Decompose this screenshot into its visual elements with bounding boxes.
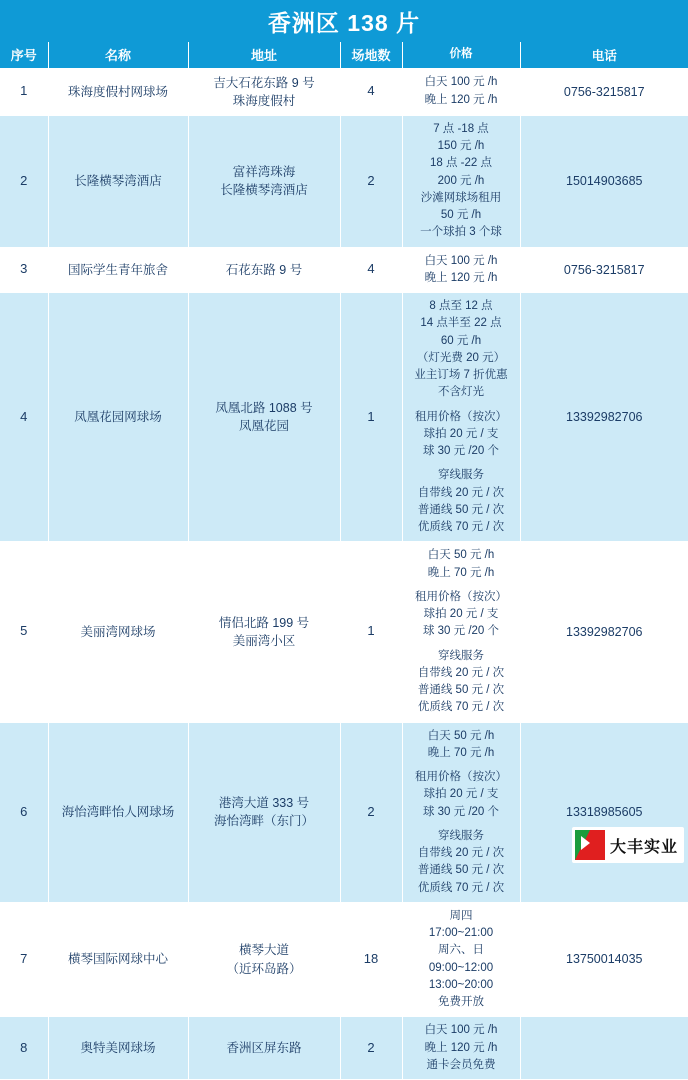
company-logo-icon (575, 830, 605, 860)
venue-table (0, 42, 688, 1080)
cell-price (402, 247, 520, 293)
cell-price-line: 球 30 元 /20 个 (422, 445, 500, 457)
cell-name (48, 722, 188, 902)
cell-name-line: 横琴国际网球中心 (67, 952, 168, 967)
cell-courts: 4 (340, 68, 402, 115)
cell-address-line: 珠海度假村 (232, 93, 296, 108)
cell-price-line: 09:00~12:00 (428, 961, 494, 974)
cell-courts: 2 (340, 115, 402, 247)
column-header-price: 价格 (402, 42, 520, 68)
spacer (405, 762, 518, 769)
cell-price (402, 115, 520, 247)
cell-price-line: 周四 (449, 909, 473, 922)
spacer (405, 641, 518, 648)
cell-address-lines (191, 614, 338, 650)
cell-price-line: 晚上 120 元 /h (424, 271, 498, 284)
cell-price-line: 晚上 70 元 /h (427, 566, 495, 579)
cell-address-lines (191, 261, 338, 279)
table-row (0, 1017, 688, 1080)
cell-price-line: 球拍 20 元 / 支 (423, 788, 499, 801)
cell-phone: 13318985605 (520, 722, 688, 902)
cell-address-line: 吉大石花东路 9 号 (213, 75, 315, 90)
table-row (0, 115, 688, 247)
cell-address-lines (191, 163, 338, 199)
cell-price-line: 球 30 元 /20 个 (422, 805, 500, 818)
cell-courts: 2 (340, 1017, 402, 1080)
cell-name-lines (51, 1039, 186, 1057)
cell-address-lines (191, 794, 338, 830)
cell-price-line: 租用价格（按次） (415, 410, 507, 423)
cell-price-line: 沙滩网球场租用 (420, 191, 502, 204)
table-header-row (0, 42, 688, 68)
page-title: 香洲区 138 片 (267, 9, 421, 36)
spacer (405, 460, 518, 467)
cell-price-line: 一个球拍 3 个球 (420, 226, 502, 239)
cell-name-line: 奥特美网球场 (80, 1041, 156, 1056)
cell-address (188, 542, 340, 722)
cell-no: 1 (0, 68, 48, 115)
cell-price-line: 200 元 /h (437, 174, 485, 187)
cell-price (402, 68, 520, 115)
cell-name-line: 凤凰花园网球场 (74, 410, 162, 425)
document-title-bar (0, 0, 688, 42)
cell-price-line: 球 30 元 /20 个 (422, 625, 500, 638)
cell-price-line: 穿线服务 (438, 829, 484, 842)
cell-address (188, 293, 340, 542)
cell-name-lines (51, 623, 186, 641)
table-row (0, 68, 688, 115)
cell-name (48, 293, 188, 542)
table-row (0, 247, 688, 293)
cell-price-line: 优质线 70 元 / 次 (417, 881, 505, 894)
table-row (0, 293, 688, 542)
spacer (405, 402, 518, 409)
cell-name-lines (51, 261, 186, 279)
cell-price-line: 周六、日 (438, 944, 484, 957)
cell-price-lines (405, 298, 518, 536)
cell-name-line: 美丽湾网球场 (80, 624, 156, 639)
cell-address-line: 凤凰花园 (238, 419, 289, 434)
column-header-no: 序号 (0, 42, 48, 68)
cell-address-line: 石花东路 9 号 (225, 262, 303, 277)
cell-price-line: 租用价格（按次） (415, 590, 507, 603)
cell-name-line: 海怡湾畔怡人网球场 (61, 805, 175, 820)
cell-address-line: 长隆横琴湾酒店 (220, 183, 308, 198)
cell-price-lines (405, 121, 518, 242)
spacer (405, 582, 518, 589)
cell-price-line: 不含灯光 (438, 386, 484, 399)
cell-price-lines (405, 1022, 518, 1074)
cell-price-line: 普通线 50 元 / 次 (417, 864, 505, 877)
cell-price (402, 293, 520, 542)
cell-courts: 18 (340, 902, 402, 1017)
cell-address-lines (191, 399, 338, 435)
cell-price-line: 穿线服务 (438, 469, 484, 482)
cell-price-line: 优质线 70 元 / 次 (417, 701, 505, 714)
cell-name-line: 国际学生青年旅舍 (67, 262, 168, 277)
cell-address-line: （近环岛路） (226, 961, 302, 976)
cell-name (48, 1017, 188, 1080)
cell-price-line: 50 元 /h (440, 209, 482, 221)
watermark-label: 大丰实业 (609, 838, 678, 856)
cell-name (48, 247, 188, 293)
cell-courts: 1 (340, 293, 402, 542)
column-header-phone: 电话 (520, 42, 688, 68)
cell-address (188, 902, 340, 1017)
table-row (0, 542, 688, 722)
cell-price-line: 晚上 120 元 /h (424, 1041, 498, 1054)
cell-address (188, 1017, 340, 1080)
watermark (572, 827, 684, 863)
cell-name (48, 68, 188, 115)
cell-price-line: 免费开放 (438, 996, 484, 1008)
cell-price-line: （灯光费 20 元） (416, 351, 506, 364)
column-header-courts: 场地数 (340, 42, 402, 68)
cell-price-line: 租用价格（按次） (415, 771, 507, 783)
cell-address (188, 115, 340, 247)
cell-name-lines (51, 83, 186, 101)
cell-name (48, 115, 188, 247)
cell-address (188, 722, 340, 902)
cell-phone: 0756-3215817 (520, 247, 688, 293)
cell-address-line: 香洲区屏东路 (226, 1041, 302, 1056)
cell-address-lines (191, 941, 338, 977)
cell-no: 8 (0, 1017, 48, 1080)
cell-courts: 1 (340, 542, 402, 722)
cell-price-line: 8 点至 12 点 (429, 300, 493, 312)
table-body (0, 68, 688, 1080)
cell-price-line: 白天 50 元 /h (427, 549, 495, 562)
cell-address-line: 富祥湾珠海 (232, 165, 296, 179)
cell-phone: 15014903685 (520, 115, 688, 247)
cell-price-lines (405, 547, 518, 716)
cell-price-line: 7 点 -18 点 (433, 122, 489, 135)
cell-price-line: 白天 50 元 /h (427, 729, 495, 742)
table-row (0, 722, 688, 902)
cell-name (48, 542, 188, 722)
cell-address-lines (191, 74, 338, 110)
cell-no: 5 (0, 542, 48, 722)
cell-price-line: 60 元 /h (440, 334, 482, 347)
cell-price-line: 晚上 70 元 /h (427, 746, 495, 759)
cell-price-line: 白天 100 元 /h (424, 76, 498, 89)
cell-name-lines (51, 172, 186, 190)
cell-phone (520, 1017, 688, 1080)
cell-name-lines (51, 408, 186, 426)
cell-phone: 0756-3215817 (520, 68, 688, 115)
cell-address-line: 美丽湾小区 (232, 633, 296, 648)
cell-price-line: 普通线 50 元 / 次 (417, 684, 505, 696)
cell-price-line: 13:00~20:00 (428, 978, 494, 991)
cell-price-line: 18 点 -22 点 (430, 157, 492, 170)
table-row (0, 902, 688, 1017)
cell-name-lines (51, 950, 186, 968)
cell-name-line: 长隆横琴湾酒店 (74, 174, 162, 189)
cell-no: 7 (0, 902, 48, 1017)
cell-phone: 13750014035 (520, 902, 688, 1017)
cell-address-lines (191, 1039, 338, 1057)
cell-no: 6 (0, 722, 48, 902)
cell-no: 2 (0, 115, 48, 247)
cell-price-line: 白天 100 元 /h (424, 254, 498, 267)
cell-price-lines (405, 728, 518, 897)
cell-price-lines (405, 908, 518, 1012)
cell-phone: 13392982706 (520, 542, 688, 722)
cell-price-line: 穿线服务 (438, 649, 484, 662)
spacer (405, 821, 518, 828)
column-header-name: 名称 (48, 42, 188, 68)
cell-price-line: 150 元 /h (437, 140, 485, 152)
cell-price-line: 白天 100 元 /h (424, 1024, 498, 1037)
cell-name (48, 902, 188, 1017)
cell-price-line: 球拍 20 元 / 支 (423, 427, 499, 440)
cell-no: 4 (0, 293, 48, 542)
cell-price-line: 自带线 20 元 / 次 (417, 666, 505, 679)
cell-courts: 2 (340, 722, 402, 902)
cell-address-line: 海怡湾畔（东门） (213, 814, 314, 829)
cell-name-lines (51, 803, 186, 821)
cell-phone: 13392982706 (520, 293, 688, 542)
cell-price-line: 晚上 120 元 /h (424, 93, 498, 106)
cell-no: 3 (0, 247, 48, 293)
cell-address (188, 247, 340, 293)
cell-address-line: 港湾大道 333 号 (218, 796, 310, 810)
column-header-address: 地址 (188, 42, 340, 68)
cell-address-line: 情侣北路 199 号 (218, 615, 310, 630)
cell-price-lines (405, 253, 518, 288)
cell-price-line: 球拍 20 元 / 支 (423, 608, 499, 620)
cell-price-line: 自带线 20 元 / 次 (417, 847, 505, 859)
cell-name-line: 珠海度假村网球场 (67, 84, 168, 99)
cell-price-lines (405, 74, 518, 109)
cell-price-line: 17:00~21:00 (428, 927, 494, 939)
cell-price (402, 722, 520, 902)
cell-price-line: 自带线 20 元 / 次 (417, 486, 505, 499)
cell-price-line: 通卡会员免费 (426, 1058, 496, 1071)
table-header (0, 42, 688, 68)
cell-price-line: 优质线 70 元 / 次 (417, 521, 505, 533)
cell-price (402, 902, 520, 1017)
cell-address-line: 凤凰北路 1088 号 (215, 401, 313, 415)
cell-price-line: 普通线 50 元 / 次 (417, 503, 505, 516)
cell-price-line: 业主订场 7 折优惠 (414, 369, 508, 381)
cell-price (402, 1017, 520, 1080)
cell-address (188, 68, 340, 115)
cell-price (402, 542, 520, 722)
cell-courts: 4 (340, 247, 402, 293)
cell-address-line: 横琴大道 (238, 943, 289, 958)
cell-price-line: 14 点半至 22 点 (420, 317, 502, 330)
